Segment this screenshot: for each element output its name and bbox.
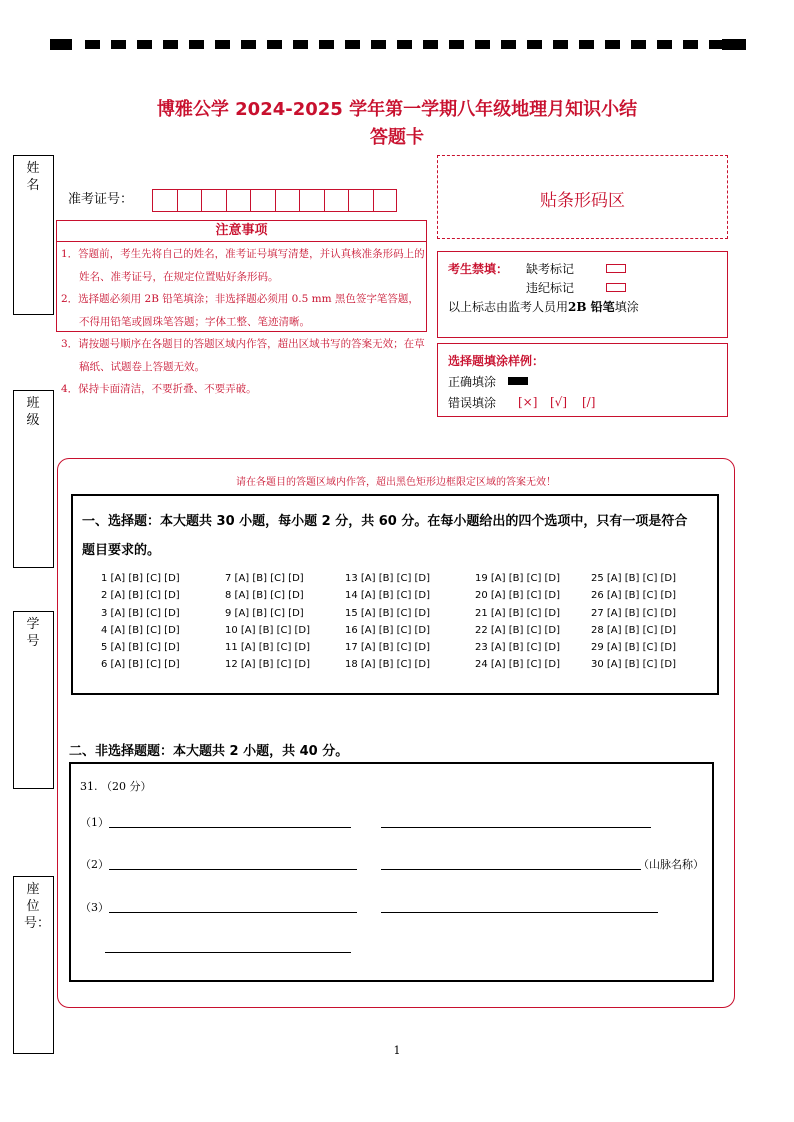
exam-id-cell[interactable] <box>152 189 177 212</box>
exam-id-boxes <box>152 189 397 212</box>
question-31-label: 31. （20 分） <box>80 780 152 793</box>
mcq-row-7[interactable]: 7 [A] [B] [C] [D] <box>225 573 304 584</box>
answer-line-1a[interactable] <box>109 827 351 828</box>
notice-item-2: 2．选择题必须用 2B 铅笔填涂；非选择题必须用 0.5 mm 黑色签字笔答题，不得用铅笔或圆珠笔答题；字体工整、笔迹清晰。 <box>61 293 419 328</box>
timing-mark <box>397 40 412 49</box>
violation-label: 违纪标记 <box>526 281 575 295</box>
barcode-label: 贴条形码区 <box>540 191 625 211</box>
mcq-row-21[interactable]: 21 [A] [B] [C] [D] <box>475 607 561 619</box>
mcq-column-1 <box>101 570 180 674</box>
page-title: 博雅公学 2024-2025 学年第一学期八年级地理月知识小结 <box>156 99 638 120</box>
seat-label: 座位号： <box>24 882 51 931</box>
timing-mark <box>631 40 646 49</box>
mcq-row-23[interactable]: 23 [A] [B] [C] [D] <box>475 642 561 654</box>
timing-mark <box>527 40 542 49</box>
answer-line-3c[interactable] <box>105 952 351 953</box>
timing-mark <box>683 40 698 49</box>
proctor-note-prefix: 以上标志由监考人员用 <box>448 300 569 314</box>
timing-mark <box>449 40 464 49</box>
mcq-row-3[interactable]: 3 [A] [B] [C] [D] <box>101 607 180 619</box>
non-mcq-title: 二、非选择题题：本大题共 2 小题，共 40 分。 <box>69 744 349 759</box>
mcq-row-16[interactable]: 16 [A] [B] [C] [D] <box>345 624 431 636</box>
mcq-row-2[interactable]: 2 [A] [B] [C] [D] <box>101 590 180 602</box>
page-subtitle: 答题卡 <box>370 127 424 148</box>
exam-id-cell[interactable] <box>201 189 226 212</box>
wrong-mark-slash: [/] <box>582 395 596 409</box>
notice-item-3: 3．请按题号顺序在各题目的答题区域内作答，超出区域书写的答案无效；在草稿纸、试题卷上答题无效。 <box>61 338 425 373</box>
mcq-row-25[interactable]: 25 [A] [B] [C] [D] <box>591 573 677 584</box>
fill-sample-box <box>437 343 728 417</box>
timing-marks <box>50 38 746 50</box>
timing-mark <box>215 40 230 49</box>
exam-id-cell[interactable] <box>373 189 398 212</box>
mcq-row-8[interactable]: 8 [A] [B] [C] [D] <box>225 590 304 602</box>
timing-mark <box>111 40 126 49</box>
timing-mark <box>579 40 594 49</box>
exam-id-cell[interactable] <box>226 189 251 212</box>
mcq-row-6[interactable]: 6 [A] [B] [C] [D] <box>101 659 180 671</box>
mcq-row-5[interactable]: 5 [A] [B] [C] [D] <box>101 642 180 654</box>
mcq-row-26[interactable]: 26 [A] [B] [C] [D] <box>591 590 677 602</box>
mcq-column-3 <box>345 570 430 674</box>
proctor-note-bold: 2B 铅笔 <box>568 300 615 314</box>
mcq-row-20[interactable]: 20 [A] [B] [C] [D] <box>475 590 561 602</box>
absent-mark-box[interactable] <box>606 264 626 273</box>
timing-mark <box>475 40 490 49</box>
mcq-row-13[interactable]: 13 [A] [B] [C] [D] <box>345 573 431 584</box>
timing-mark <box>163 40 178 49</box>
proctor-only-box <box>437 251 728 338</box>
exam-id-cell[interactable] <box>324 189 349 212</box>
mcq-title-line1: 一、选择题：本大题共 30 小题，每小题 2 分，共 60 分。在每小题给出的四个选项中，只有一项是符合 <box>82 514 688 529</box>
mcq-row-30[interactable]: 30 [A] [B] [C] [D] <box>591 659 677 671</box>
notice-box <box>56 220 427 395</box>
mcq-row-17[interactable]: 17 [A] [B] [C] [D] <box>345 642 431 654</box>
page-number: 1 <box>393 1044 401 1057</box>
correct-fill-mark <box>508 377 528 385</box>
mcq-row-14[interactable]: 14 [A] [B] [C] [D] <box>345 590 431 602</box>
proctor-note-suffix: 填涂 <box>614 300 639 314</box>
notice-title: 注意事项 <box>57 221 426 242</box>
correct-fill-label: 正确填涂 <box>448 375 497 389</box>
timing-mark-large <box>722 39 746 50</box>
exam-id-cell[interactable] <box>177 189 202 212</box>
mcq-column-4 <box>475 570 560 674</box>
proctor-note <box>448 298 639 315</box>
mcq-section <box>71 494 719 695</box>
timing-mark <box>319 40 334 49</box>
wrong-mark-check: [√] <box>550 395 568 409</box>
fill-sample-title: 选择题填涂样例： <box>448 354 545 368</box>
proctor-only-title: 考生禁填： <box>448 262 509 276</box>
timing-mark <box>605 40 620 49</box>
answer-line-2b[interactable] <box>381 869 641 870</box>
answer-line-2a[interactable] <box>109 869 357 870</box>
answer-line-3b[interactable] <box>381 912 658 913</box>
part-2-label: （2） <box>80 858 109 871</box>
mcq-column-2 <box>225 570 310 674</box>
mcq-row-12[interactable]: 12 [A] [B] [C] [D] <box>225 659 311 671</box>
mountain-name-hint: （山脉名称） <box>638 858 704 871</box>
mcq-row-28[interactable]: 28 [A] [B] [C] [D] <box>591 624 677 636</box>
timing-mark <box>371 40 386 49</box>
answer-region-warning: 请在各题目的答题区域内作答，超出黑色矩形边框限定区域的答案无效！ <box>236 477 556 488</box>
wrong-fill-label: 错误填涂 <box>448 396 497 410</box>
mcq-row-19[interactable]: 19 [A] [B] [C] [D] <box>475 573 561 584</box>
absent-label: 缺考标记 <box>526 262 575 276</box>
student-id-label: 学号 <box>26 617 40 649</box>
timing-mark <box>501 40 516 49</box>
exam-id-cell[interactable] <box>275 189 300 212</box>
timing-mark <box>189 40 204 49</box>
mcq-row-11[interactable]: 11 [A] [B] [C] [D] <box>225 642 311 654</box>
mcq-row-15[interactable]: 15 [A] [B] [C] [D] <box>345 607 431 619</box>
timing-mark <box>423 40 438 49</box>
mcq-row-22[interactable]: 22 [A] [B] [C] [D] <box>475 624 561 636</box>
timing-mark <box>293 40 308 49</box>
mcq-row-29[interactable]: 29 [A] [B] [C] [D] <box>591 642 677 654</box>
name-label: 姓名 <box>26 161 40 193</box>
timing-mark <box>657 40 672 49</box>
timing-mark <box>85 40 100 49</box>
mcq-row-27[interactable]: 27 [A] [B] [C] [D] <box>591 607 677 619</box>
exam-id-label: 准考证号： <box>68 192 134 207</box>
barcode-area <box>437 155 728 239</box>
timing-mark <box>553 40 568 49</box>
mcq-row-1[interactable]: 1 [A] [B] [C] [D] <box>101 573 180 584</box>
mcq-row-18[interactable]: 18 [A] [B] [C] [D] <box>345 659 431 671</box>
violation-mark-box[interactable] <box>606 283 626 292</box>
mcq-row-10[interactable]: 10 [A] [B] [C] [D] <box>225 624 311 636</box>
part-3-label: （3） <box>80 901 109 914</box>
class-label: 班级 <box>26 396 40 428</box>
answer-line-3a[interactable] <box>109 912 357 913</box>
mcq-title-line2: 题目要求的。 <box>82 543 161 558</box>
mcq-row-9[interactable]: 9 [A] [B] [C] [D] <box>225 607 304 619</box>
mcq-column-5 <box>591 570 676 674</box>
answer-line-1b[interactable] <box>381 827 651 828</box>
timing-mark <box>137 40 152 49</box>
part-1-label: （1） <box>80 816 109 829</box>
timing-mark <box>241 40 256 49</box>
mcq-row-4[interactable]: 4 [A] [B] [C] [D] <box>101 624 180 636</box>
mcq-row-24[interactable]: 24 [A] [B] [C] [D] <box>475 659 561 671</box>
wrong-mark-cross: [×] <box>518 395 538 409</box>
exam-id-cell[interactable] <box>299 189 324 212</box>
timing-mark <box>345 40 360 49</box>
timing-mark-large <box>50 39 72 50</box>
notice-item-4: 4．保持卡面清洁，不要折叠、不要弄破。 <box>61 383 257 395</box>
notice-item-1: 1．答题前，考生先将自己的姓名，准考证号填写清楚，并认真核准条形码上的姓名、准考证号，在规定位置贴好条形码。 <box>61 248 425 283</box>
exam-id-cell[interactable] <box>348 189 373 212</box>
exam-id-cell[interactable] <box>250 189 275 212</box>
timing-mark <box>267 40 282 49</box>
non-mcq-section <box>69 762 714 982</box>
